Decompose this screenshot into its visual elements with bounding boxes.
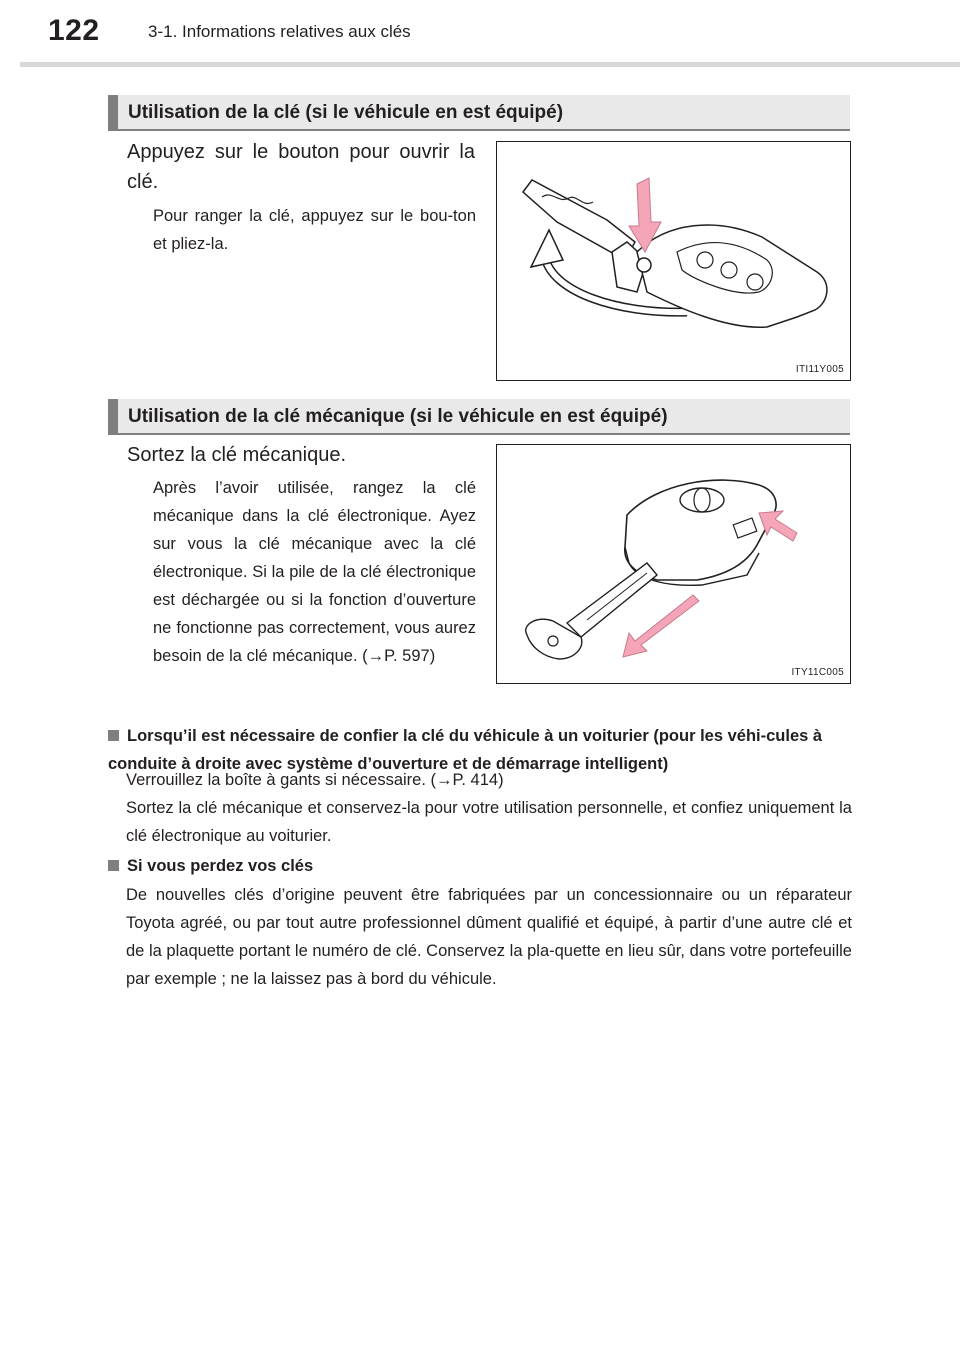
note-paragraph: De nouvelles clés d’origine peuvent être fabriquées par un concessionnaire ou un réparateur Toyota agréé, ou par tout autre professionnel dûment qualifié et équipé, à partir d’une autre clé et de la plaquette portant le numéro de clé. Conservez la pla-quette en lieu sûr, dans votre portefeuille par exemple ; ne la laissez pas à bord du véhicule. [126,886,852,988]
section-title: Utilisation de la clé (si le véhicule en est équipé) [128,102,564,123]
section-title: Utilisation de la clé mécanique (si le véhicule en est équipé) [128,406,668,427]
section-accent [108,399,118,433]
instruction-lead: Sortez la clé mécanique. [127,444,347,466]
figure-code: ITI11Y005 [795,364,844,375]
header-rule [20,62,960,67]
chapter-title: 3-1. Informations relatives aux clés [148,22,411,41]
note-body-valet [126,766,852,850]
figure-code: ITY11C005 [791,667,844,678]
note-heading-text: Lorsqu’il est nécessaire de confier la clé du véhicule à un voiturier (pour les véhi-cules à conduite à droite avec système d’ouverture et de démarrage intelligent) [108,727,823,773]
note-heading-text: Si vous perdez vos clés [127,857,314,875]
instruction-detail: Pour ranger la clé, appuyez sur le bou-ton et pliez-la. [153,207,476,253]
note-body-lost-keys [126,881,852,993]
note-paragraph: Verrouillez la boîte à gants si nécessaire. (→P. 414) [126,771,504,789]
folding-key-illustration [497,142,850,380]
section-accent [108,95,118,129]
square-bullet-icon [108,860,119,871]
section-heading-key [108,95,850,131]
square-bullet-icon [108,730,119,741]
mechanical-key-illustration [497,445,850,683]
figure-mechanical-key [496,444,851,684]
instruction-lead: Appuyez sur le bouton pour ouvrir la clé. [127,141,475,193]
note-heading-lost-keys [108,852,853,880]
instruction-detail: Après l’avoir utilisée, rangez la clé mécanique dans la clé électronique. Ayez sur vous la clé mécanique avec la clé électronique. Si la pile de la clé électronique est déchargée ou si la fonction d’ouverture ne fonctionne pas correctement, vous aurez besoin de la clé mécanique. (→P. 597) [153,479,476,665]
note-paragraph: Sortez la clé mécanique et conservez-la pour votre utilisation personnelle, et confiez uniquement la clé électronique au voiturier. [126,799,852,845]
section-heading-mechanical-key [108,399,850,435]
figure-folding-key [496,141,851,381]
page-number: 122 [48,14,100,47]
